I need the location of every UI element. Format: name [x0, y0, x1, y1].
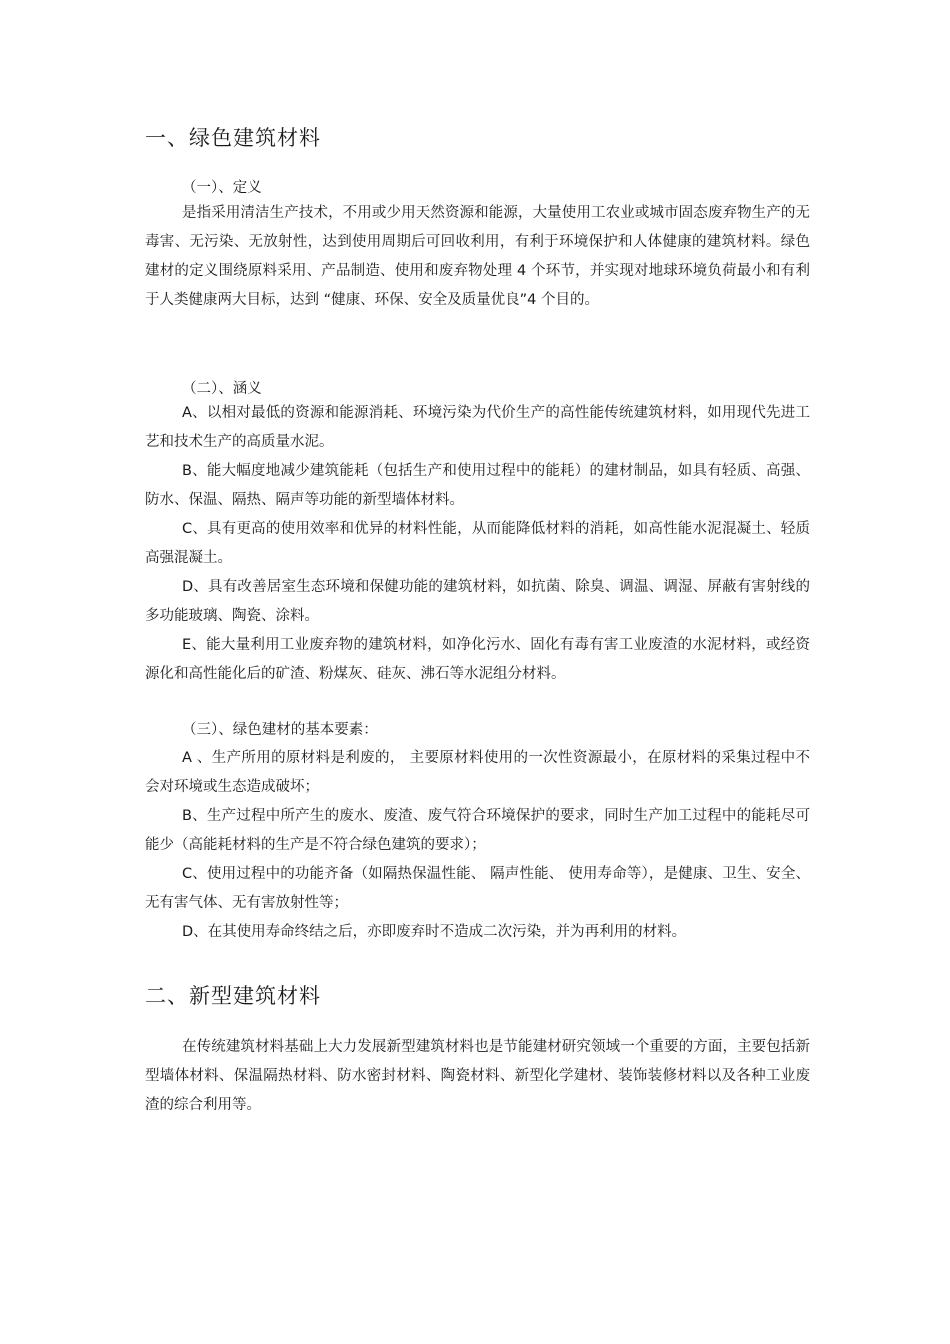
- connotation-list: [145, 399, 810, 689]
- requirement-item-b: B、生产过程中所产生的废水、废渣、废气符合环境保护的要求，同时生产加工过程中的能耗尽可能少（高能耗材料的生产是不符合绿色建筑的要求）；: [145, 808, 810, 853]
- section2-paragraph: 在传统建筑材料基础上大力发展新型建筑材料也是节能建材研究领域一个重要的方面，主要包括新型墙体材料、保温隔热材料、防水密封材料、陶瓷材料、新型化学建材、装饰装修材料以及各种工业废渣的综合利用等。: [145, 1039, 810, 1113]
- connotation-item-a: A、以相对最低的资源和能源消耗、环境污染为代价生产的高性能传统建筑材料，如用现代先进工艺和技术生产的高质量水泥。: [145, 405, 810, 450]
- connotation-item-c: C、具有更高的使用效率和优异的材料性能，从而能降低材料的消耗，如高性能水泥混凝土、轻质高强混凝土。: [145, 521, 810, 566]
- requirements-list: [145, 744, 810, 947]
- definition-heading: （一）、定义: [182, 180, 262, 196]
- requirement-item-c: C、使用过程中的功能齐备（如隔热保温性能、 隔声性能、 使用寿命等），是健康、卫生、安全、无有害气体、无有害放射性等；: [145, 866, 810, 911]
- definition-text: [145, 199, 810, 315]
- section2-text: [145, 1033, 810, 1120]
- section2-title: 二、新型建筑材料: [145, 984, 321, 1008]
- section1-title: 一、绿色建筑材料: [145, 126, 321, 150]
- connotation-item-d: D、具有改善居室生态环境和保健功能的建筑材料，如抗菌、除臭、调温、调湿、屏蔽有害射线的多功能玻璃、陶瓷、涂料。: [145, 579, 810, 624]
- requirements-heading: （三）、绿色建材的基本要素：: [182, 722, 378, 738]
- definition-paragraph: 是指采用清洁生产技术，不用或少用天然资源和能源，大量使用工农业或城市固态废弃物生产的无毒害、无污染、无放射性，达到使用周期后可回收利用，有利于环境保护和人体健康的建筑材料。绿色建材的定义围绕原料采用、产品制造、使用和废弃物处理 4 个环节，并实现对地球环境负荷最小和有利于人类健康两大目标，达到 “健康、环保、安全及质量优良”4 个目的。: [145, 205, 810, 308]
- connotation-item-b: B、能大幅度地减少建筑能耗（包括生产和使用过程中的能耗）的建材制品，如具有轻质、高强、防水、保温、隔热、隔声等功能的新型墙体材料。: [145, 463, 810, 508]
- connotation-heading: （二）、涵义: [182, 381, 262, 397]
- requirement-item-d: D、在其使用寿命终结之后，亦即废弃时不造成二次污染，并为再利用的材料。: [182, 924, 687, 940]
- requirement-item-a: A 、生产所用的原材料是利废的， 主要原材料使用的一次性资源最小，在原材料的采集过程中不会对环境或生态造成破坏；: [145, 750, 810, 795]
- connotation-item-e: E、能大量利用工业废弃物的建筑材料，如净化污水、固化有毒有害工业废渣的水泥材料，或经资源化和高性能化后的矿渣、粉煤灰、硅灰、沸石等水泥组分材料。: [145, 637, 810, 682]
